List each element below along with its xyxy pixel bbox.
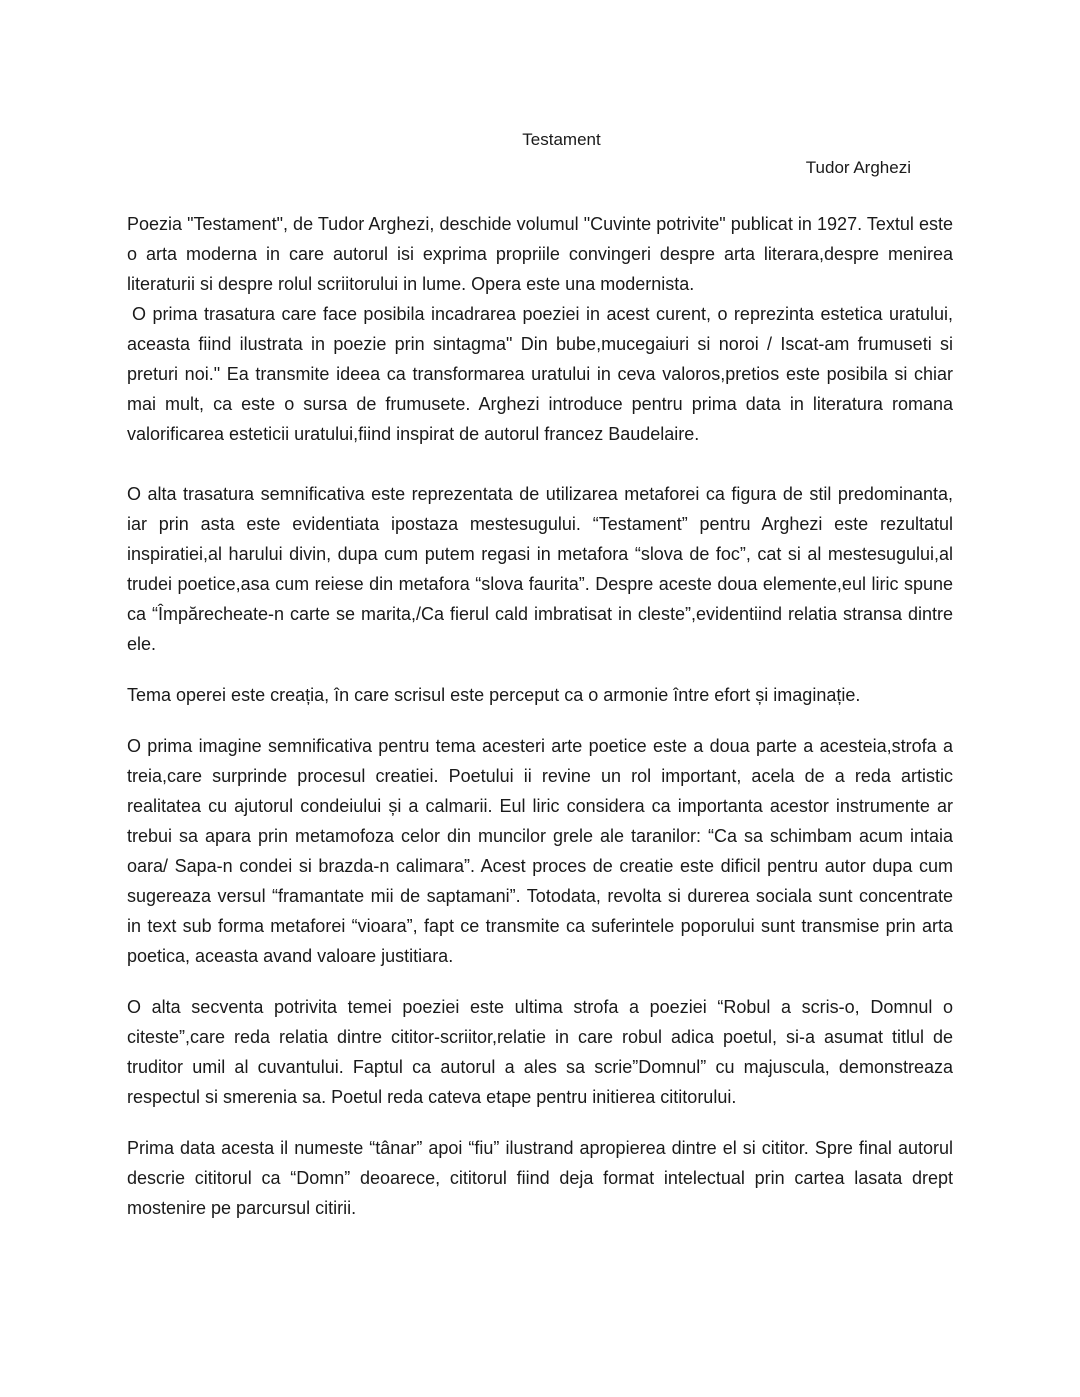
paragraph-aesthetic-ugly: O prima trasatura care face posibila incadrarea poeziei in acest curent, o reprezinta estetica uratului, aceasta fiind ilustrata in poezie prin sintagma" Din bube,mucegaiuri si noroi / Iscat-am frumuseti si preturi noi." Ea transmite ideea ca transformarea uratului in ceva valoros,pretios este posibila si chiar mai mult, ca este o sursa de frumusete. Arghezi introduce pentru prima data in literatura romana valorificarea esteticii uratului,fiind inspirat de autorul francez Baudelaire. [127, 304, 953, 444]
paragraph-intro: Poezia "Testament", de Tudor Arghezi, deschide volumul "Cuvinte potrivite" publicat in 1927. Textul este o arta moderna in care autorul isi exprima propriile convingeri despre arta literara,despre menirea literaturii si despre rolul scriitorului in lume. Opera este una modernista. [127, 214, 953, 294]
paragraph-last-stanza: O alta secventa potrivita temei poeziei este ultima strofa a poeziei “Robul a scris-o, Domnul o citeste”,care reda relatia dintre cititor-scriitor,relatie in care robul adica poetul, si-a asumat titlul de truditor umil al cuvantului. Faptul ca autorul a ales sa scrie”Domnul” cu majuscula, demonstreaza respectul si smerenia sa. Poetul reda cateva etape pentru initierea cititorului. [127, 997, 953, 1107]
paragraph-metaphor: O alta trasatura semnificativa este reprezentata de utilizarea metaforei ca figura de stil predominanta, iar prin asta este evidentiata ipostaza mestesugului. “Testament” pentru Arghezi este rezultatul inspiratiei,al harului divin, dupa cum putem regasi in metafora “slova de foc”, cat si al mestesugului,al trudei poetice,asa cum reiese din metafora “slova faurita”. Despre aceste doua elemente,eul liric spune ca “Împărecheate-n carte se marita,/Ca fierul cald imbratisat in cleste”,evidentiind relatia stransa dintre ele. [127, 484, 953, 654]
paragraph-theme: Tema operei este creația, în care scrisul este perceput ca o armonie între efort și imaginație. [127, 685, 861, 705]
paragraph-reader: Prima data acesta il numeste “tânar” apoi “fiu” ilustrand apropierea dintre el si cititor. Spre final autorul descrie cititorul ca “Domn” deoarece, cititorul fiind deja format intelectual prin cartea lasata drept mostenire pe parcursul citirii. [127, 1138, 953, 1218]
author-name: Tudor Arghezi [805, 158, 911, 177]
document-title: Testament [522, 130, 601, 149]
paragraph-first-image: O prima imagine semnificativa pentru tema acesteri arte poetice este a doua parte a acesteia,strofa a treia,care surprinde procesul creatiei. Poetului ii revine un rol important, acela de a reda artistic realitatea cu ajutorul condeiului și a calmarii. Eul liric considera ca importanta acestor instrumente ar trebui sa apara prin metamofoza celor din muncilor grele ale taranilor: “Ca sa schimbam acum intaia oara/ Sapa-n condei si brazda-n calimara”. Acest proces de creatie este dificil pentru autor dupa cum sugereaza versul “framantate mii de saptamani”. Totodata, revolta si durerea sociala sunt concentrate in text sub forma metaforei “vioara”, fapt ce transmite ca suferintele poporului sunt transmise prin arta poetica, aceasta avand valoare justitiara. [127, 736, 953, 966]
document-body [127, 209, 953, 1223]
